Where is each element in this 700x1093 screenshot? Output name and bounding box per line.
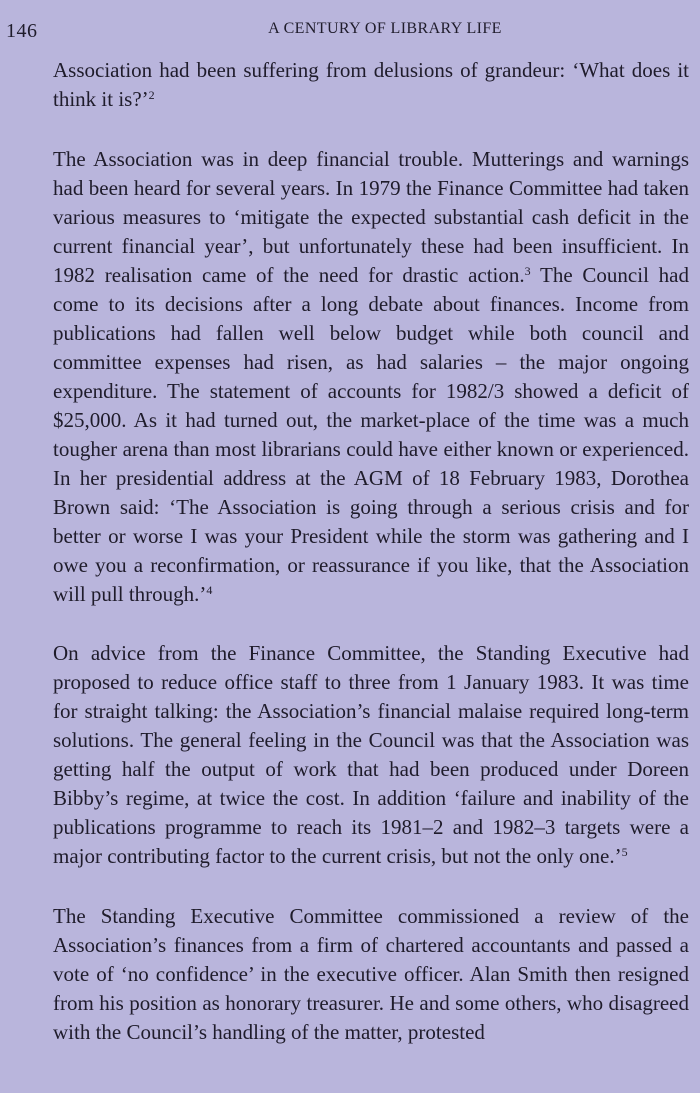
footnote-ref[interactable]: 5 [621, 845, 628, 859]
running-head: A CENTURY OF LIBRARY LIFE [268, 20, 502, 37]
paragraph [53, 902, 689, 1047]
paragraph [53, 639, 689, 871]
paragraph-text: The Standing Executive Committee commissioned a review of the Association’s finances from a firm of chartered accountants and passed a vote of ‘no confidence’ in the executive officer. Alan Smith then resigned from his position as honorary treasurer. He and some others, who disagreed with the Council’s handling of the matter, protested [53, 903, 689, 1044]
paragraph [53, 56, 689, 114]
paragraph-text: The Council had come to its decisions after a long debate about finances. Income from publications had fallen well below budget while both council and committee expenses had risen, as had salaries – the major ongoing expenditure. The statement of accounts for 1982/3 showed a deficit of $25,000. As it had turned out, the market-place of the time was a much tougher arena than most librarians could have either known or experienced. In her presidential address at the AGM of 18 February 1983, Dorothea Brown said: ‘The Association is going through a serious crisis and for better or worse I was your President while the storm was gathering and I owe you a reconfirmation, or reassurance if you like, that the Association will pull through.’ [53, 262, 689, 606]
paragraph-text: Association had been suffering from delusions of grandeur: ‘What does it think it is?’ [53, 58, 689, 111]
paragraph-text: On advice from the Finance Committee, the Standing Executive had proposed to reduce office staff to three from 1 January 1983. It was time for straight talking: the Association’s financial malaise required long-term solutions. The general feeling in the Council was that the Association was getting half the output of work that had been produced under Doreen Bibby’s regime, at twice the cost. In addition ‘failure and inability of the publications programme to reach its 1981–2 and 1982–3 targets were a major contributing factor to the current crisis, but not the only one.’ [53, 641, 689, 868]
body-text [53, 56, 689, 1077]
footnote-ref[interactable]: 3 [524, 263, 531, 278]
page-number: 146 [6, 20, 38, 42]
footnote-ref[interactable]: 4 [206, 582, 213, 597]
paragraph [53, 145, 689, 609]
footnote-ref[interactable]: 2 [148, 88, 155, 102]
paragraph-text: The Association was in deep financial trouble. Mutterings and warnings had been heard for several years. In 1979 the Finance Committee had taken various measures to ‘mitigate the expected substantial cash deficit in the current financial year’, but unfortunately these had been insufficient. In 1982 realisation came of the need for drastic action. [53, 146, 689, 287]
